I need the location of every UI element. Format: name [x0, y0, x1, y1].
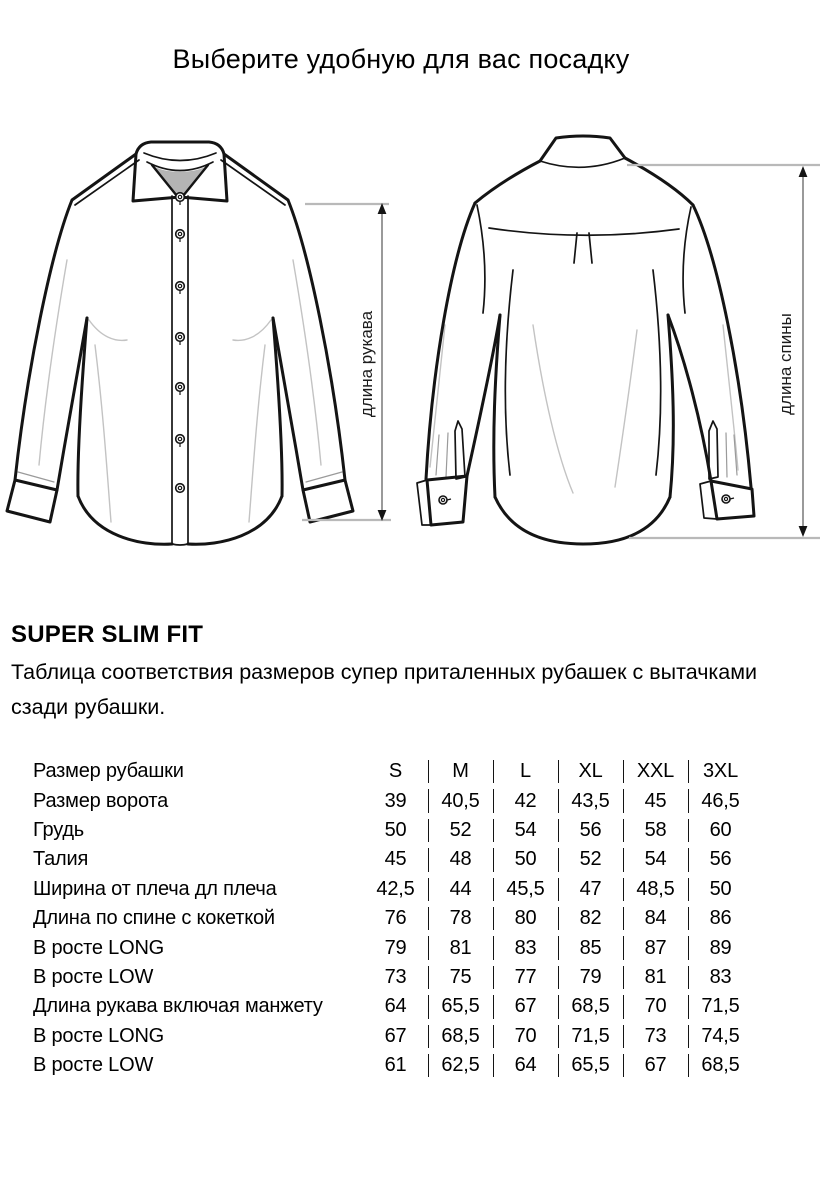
- back-length-dimension-label: длина спины: [776, 313, 795, 415]
- value-cell: 81: [623, 963, 688, 992]
- value-cell: 48: [428, 845, 493, 874]
- value-cell: 85: [558, 933, 623, 962]
- value-cell: 84: [623, 904, 688, 933]
- row-label: В росте LOW: [33, 965, 154, 988]
- value-cell: 70: [623, 992, 688, 1021]
- value-cell: 67: [493, 992, 558, 1021]
- value-cell: 75: [428, 963, 493, 992]
- value-cell: 81: [428, 933, 493, 962]
- value-cell: 47: [558, 875, 623, 904]
- row-label: Размер ворота: [33, 789, 169, 812]
- value-cell: 45: [623, 786, 688, 815]
- back-body: [426, 158, 751, 544]
- value-cell: 68,5: [558, 992, 623, 1021]
- row-label: Длина рукава включая манжету: [33, 995, 323, 1018]
- size-header-cell: S: [388, 760, 403, 783]
- value-cell: 67: [384, 1024, 407, 1047]
- back-yoke: [489, 228, 679, 263]
- value-cell: 58: [623, 816, 688, 845]
- value-cell: 45: [384, 848, 407, 871]
- row-label: Ширина от плеча дл плеча: [33, 877, 277, 900]
- value-cell: 76: [384, 907, 407, 930]
- size-header-cell: 3XL: [688, 757, 753, 786]
- front-buttons: [176, 193, 185, 493]
- row-label: В росте LONG: [33, 936, 165, 959]
- size-table: [33, 757, 753, 1080]
- value-cell: 40,5: [428, 786, 493, 815]
- back-fold-lines: [430, 325, 738, 493]
- value-cell: 70: [493, 1022, 558, 1051]
- value-cell: 73: [384, 965, 407, 988]
- value-cell: 67: [623, 1051, 688, 1080]
- value-cell: 77: [493, 963, 558, 992]
- value-cell: 48,5: [623, 875, 688, 904]
- value-cell: 50: [493, 845, 558, 874]
- value-cell: 73: [623, 1022, 688, 1051]
- section-heading: SUPER SLIM FIT: [11, 621, 204, 648]
- row-label: В росте LOW: [33, 1054, 154, 1077]
- value-cell: 87: [623, 933, 688, 962]
- value-cell: 54: [493, 816, 558, 845]
- size-header-cell: XL: [558, 757, 623, 786]
- size-header-cell: XXL: [623, 757, 688, 786]
- value-cell: 50: [384, 818, 407, 841]
- value-cell: 68,5: [688, 1051, 753, 1080]
- back-collar: [540, 136, 625, 167]
- value-cell: 79: [558, 963, 623, 992]
- value-cell: 64: [384, 995, 407, 1018]
- value-cell: 43,5: [558, 786, 623, 815]
- value-cell: 71,5: [558, 1022, 623, 1051]
- value-cell: 56: [688, 845, 753, 874]
- value-cell: 45,5: [493, 875, 558, 904]
- value-cell: 82: [558, 904, 623, 933]
- value-cell: 46,5: [688, 786, 753, 815]
- shirt-front-drawing: [5, 130, 405, 575]
- value-cell: 39: [384, 789, 407, 812]
- row-label: В росте LONG: [33, 1024, 165, 1047]
- value-cell: 65,5: [428, 992, 493, 1021]
- value-cell: 83: [493, 933, 558, 962]
- value-cell: 52: [558, 845, 623, 874]
- value-cell: 79: [384, 936, 407, 959]
- size-header-cell: L: [493, 757, 558, 786]
- shirt-back-drawing: [405, 125, 825, 600]
- row-label: Размер рубашки: [33, 760, 184, 783]
- back-darts: [505, 270, 660, 475]
- value-cell: 56: [558, 816, 623, 845]
- value-cell: 89: [688, 933, 753, 962]
- value-cell: 78: [428, 904, 493, 933]
- value-cell: 80: [493, 904, 558, 933]
- value-cell: 65,5: [558, 1051, 623, 1080]
- value-cell: 42: [493, 786, 558, 815]
- page-title: Выберите удобную для вас посадку: [172, 44, 630, 74]
- value-cell: 50: [688, 875, 753, 904]
- value-cell: 64: [493, 1051, 558, 1080]
- value-cell: 44: [428, 875, 493, 904]
- row-label: Грудь: [33, 818, 85, 841]
- value-cell: 71,5: [688, 992, 753, 1021]
- value-cell: 62,5: [428, 1051, 493, 1080]
- value-cell: 52: [428, 816, 493, 845]
- row-label: Длина по спине с кокеткой: [33, 907, 275, 930]
- sleeve-length-dimension-label: длина рукава: [357, 310, 376, 418]
- row-label: Талия: [33, 848, 89, 871]
- section-description: Таблица соответствия размеров супер приталенных рубашек с вытачками сзади рубашки.: [11, 660, 758, 719]
- value-cell: 83: [688, 963, 753, 992]
- value-cell: 60: [688, 816, 753, 845]
- value-cell: 68,5: [428, 1022, 493, 1051]
- size-header-cell: M: [428, 757, 493, 786]
- value-cell: 42,5: [376, 877, 415, 900]
- value-cell: 86: [688, 904, 753, 933]
- value-cell: 54: [623, 845, 688, 874]
- value-cell: 61: [384, 1054, 407, 1077]
- value-cell: 74,5: [688, 1022, 753, 1051]
